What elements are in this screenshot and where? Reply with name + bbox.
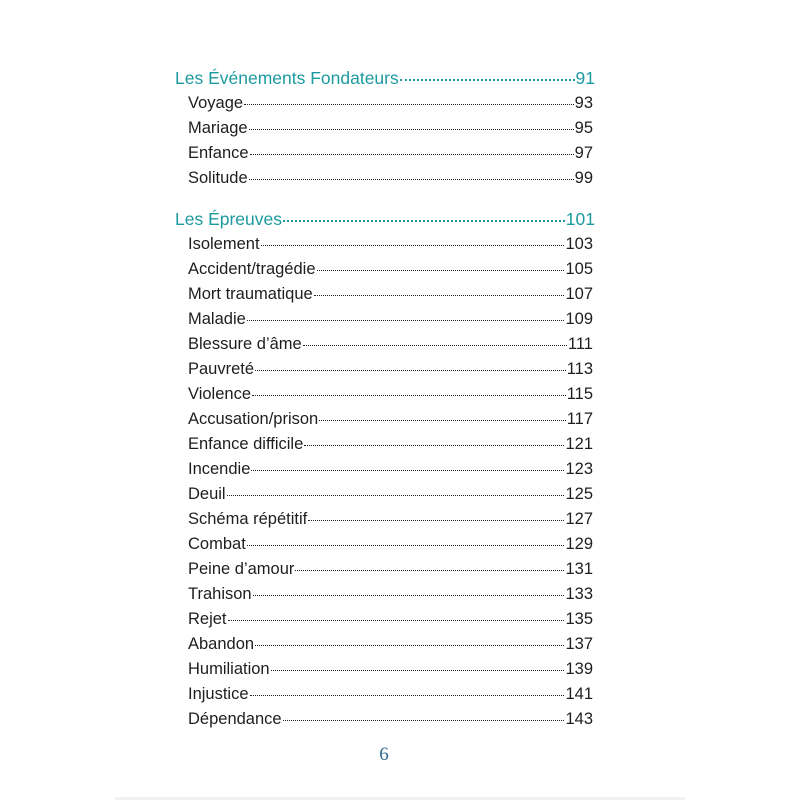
toc-page-number: 93 — [574, 94, 593, 112]
dot-leader — [250, 154, 574, 155]
toc-entry-label: Blessure d’âme — [188, 335, 302, 353]
dot-leader — [249, 179, 574, 180]
toc-entry-label: Rejet — [188, 610, 227, 628]
dot-leader — [271, 670, 565, 671]
dot-leader — [283, 720, 565, 721]
toc-entry[interactable] — [175, 460, 595, 485]
dot-leader — [250, 695, 565, 696]
toc-entry[interactable] — [175, 260, 595, 285]
toc-entry[interactable] — [175, 410, 595, 435]
toc-page-number: 127 — [565, 510, 593, 528]
toc-entry[interactable] — [175, 285, 595, 310]
toc-entry-label: Voyage — [188, 94, 244, 112]
toc-entry[interactable] — [175, 385, 595, 410]
toc-entry-label: Dépendance — [188, 710, 282, 728]
dot-leader — [247, 545, 565, 546]
toc-page-number: 139 — [565, 660, 593, 678]
toc-section-title: Les Événements Fondateurs — [175, 68, 399, 88]
toc-entry[interactable] — [175, 360, 595, 385]
toc-entry-label: Mariage — [188, 119, 248, 137]
toc-entry-label: Violence — [188, 385, 251, 403]
toc-entry-label: Solitude — [188, 169, 248, 187]
toc-entry-label: Pauvreté — [188, 360, 255, 378]
dot-leader — [247, 320, 565, 321]
toc-entry[interactable] — [175, 119, 595, 144]
toc-entry-label: Accusation/prison — [188, 410, 319, 428]
toc-entry-label: Accident/tragédie — [188, 260, 316, 278]
toc-entry-label: Trahison — [188, 585, 252, 603]
toc-entry[interactable] — [175, 610, 595, 635]
dot-leader — [253, 595, 565, 596]
page-number: 6 — [379, 744, 389, 765]
toc-page-number: 129 — [565, 535, 593, 553]
dot-leader — [252, 395, 566, 396]
toc-page-number: 121 — [565, 435, 593, 453]
toc-entry[interactable] — [175, 310, 595, 335]
toc-page-number: 131 — [565, 560, 593, 578]
dot-leader — [304, 445, 564, 446]
toc-page-number: 125 — [565, 485, 593, 503]
toc-section-heading[interactable] — [175, 68, 595, 94]
toc-entry-label: Peine d’amour — [188, 560, 295, 578]
dot-leader — [303, 345, 567, 346]
dot-leader — [400, 79, 575, 81]
toc-entry-label: Schéma répétitif — [188, 510, 308, 528]
dot-leader — [244, 104, 574, 105]
toc-entry[interactable] — [175, 144, 595, 169]
toc-page-number: 99 — [574, 169, 593, 187]
toc-page-number: 123 — [565, 460, 593, 478]
toc-page-number: 117 — [566, 410, 593, 428]
dot-leader — [249, 129, 574, 130]
toc-entry-label: Abandon — [188, 635, 255, 653]
toc-entry[interactable] — [175, 169, 595, 194]
toc-entry[interactable] — [175, 485, 595, 510]
table-of-contents — [175, 68, 595, 735]
dot-leader — [261, 245, 565, 246]
toc-entry[interactable] — [175, 435, 595, 460]
dot-leader — [228, 620, 565, 621]
toc-entry-label: Injustice — [188, 685, 249, 703]
toc-page-number: 97 — [574, 144, 593, 162]
toc-page-number: 103 — [565, 235, 593, 253]
dot-leader — [317, 270, 565, 271]
toc-page-number: 135 — [565, 610, 593, 628]
toc-page-number: 105 — [565, 260, 593, 278]
toc-section-evenements-fondateurs — [175, 68, 595, 194]
dot-leader — [251, 470, 564, 471]
toc-entry-label: Incendie — [188, 460, 251, 478]
toc-entry[interactable] — [175, 635, 595, 660]
dot-leader — [319, 420, 565, 421]
toc-section-title: Les Épreuves — [175, 209, 283, 229]
dot-leader — [283, 220, 565, 222]
toc-page-number: 143 — [565, 710, 593, 728]
toc-page-number: 101 — [565, 209, 595, 229]
toc-page-number: 113 — [566, 360, 593, 378]
toc-entry[interactable] — [175, 685, 595, 710]
toc-entry[interactable] — [175, 335, 595, 360]
toc-page-number: 109 — [565, 310, 593, 328]
toc-page-number: 111 — [567, 335, 593, 353]
toc-entry-label: Combat — [188, 535, 246, 553]
toc-page-number: 115 — [566, 385, 593, 403]
toc-entry[interactable] — [175, 510, 595, 535]
toc-entry[interactable] — [175, 710, 595, 735]
toc-entry[interactable] — [175, 94, 595, 119]
toc-section-epreuves — [175, 209, 595, 735]
toc-entry-label: Enfance — [188, 144, 249, 162]
toc-page-number: 91 — [575, 68, 595, 88]
dot-leader — [295, 570, 564, 571]
dot-leader — [255, 370, 566, 371]
toc-entry-label: Maladie — [188, 310, 246, 328]
dot-leader — [227, 495, 565, 496]
dot-leader — [255, 645, 564, 646]
toc-entry[interactable] — [175, 660, 595, 685]
toc-entry[interactable] — [175, 235, 595, 260]
toc-page-number: 133 — [565, 585, 593, 603]
toc-page-number: 95 — [574, 119, 593, 137]
toc-page-number: 107 — [565, 285, 593, 303]
toc-entry-label: Isolement — [188, 235, 260, 253]
dot-leader — [314, 295, 565, 296]
toc-page-number: 141 — [565, 685, 593, 703]
toc-entry[interactable] — [175, 535, 595, 560]
toc-page-number: 137 — [565, 635, 593, 653]
toc-entry-label: Deuil — [188, 485, 226, 503]
toc-section-heading[interactable] — [175, 209, 595, 235]
dot-leader — [308, 520, 564, 521]
toc-entry-label: Humiliation — [188, 660, 270, 678]
toc-entry-label: Mort traumatique — [188, 285, 313, 303]
toc-entry-label: Enfance difficile — [188, 435, 304, 453]
toc-entry[interactable] — [175, 560, 595, 585]
toc-entry[interactable] — [175, 585, 595, 610]
